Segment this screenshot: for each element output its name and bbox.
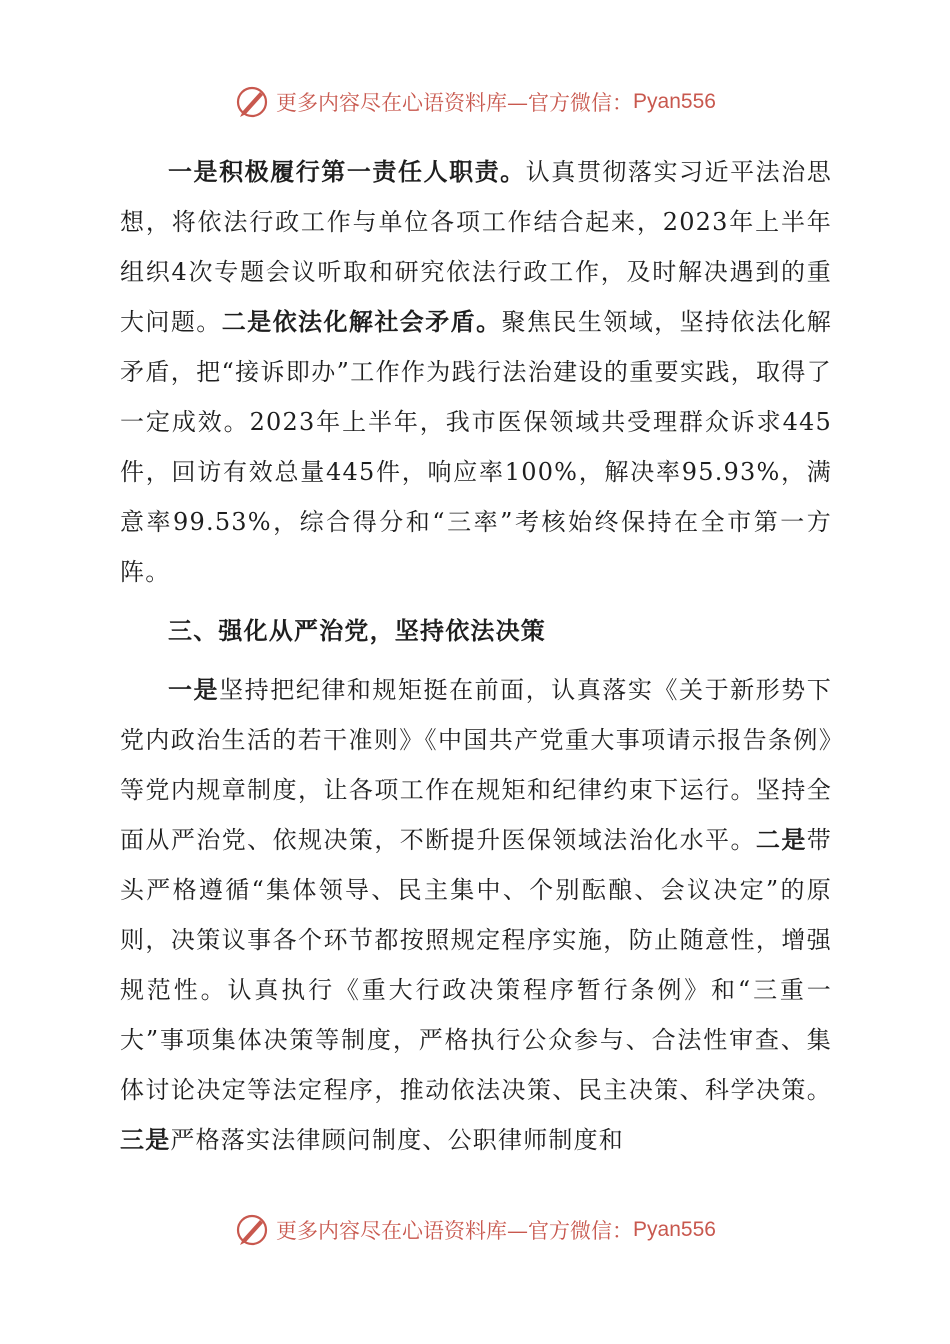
paragraph-2-lead-2: 二是 (755, 825, 807, 854)
pen-logo-icon (234, 84, 270, 120)
paragraph-2-text-3: 严格落实法律顾问制度、公职律师制度和 (170, 1126, 625, 1154)
paragraph-1 (120, 147, 832, 597)
header-banner (0, 82, 950, 122)
paragraph-1-lead-1: 一是积极履行第一责任人职责。 (168, 157, 526, 186)
banner-wechat-id: Pyan556 (633, 90, 716, 113)
paragraph-2 (120, 665, 832, 1165)
banner-text: 更多内容尽在心语资料库—官方微信： (276, 91, 634, 115)
section-heading: 三、强化从严治党，坚持依法决策 (168, 616, 546, 645)
paragraph-2-lead-3: 三是 (120, 1125, 171, 1154)
paragraph-1-lead-2: 二是依法化解社会矛盾。 (221, 307, 502, 336)
footer-banner (0, 1210, 950, 1250)
paragraph-1-text-2: 聚焦民生领域，坚持依法化解矛盾，把“接诉即办”工作作为践行法治建设的重要实践，取得了一定成效。2023年上半年，我市医保领域共受理群众诉求445件，回访有效总量445件，响应率100%，解决率95.93%，满意率99.53%，综合得分和“三率”考核始终保持在全市第一方阵。 (120, 308, 832, 586)
document-body (120, 147, 832, 1165)
paragraph-1-text-1: 认真贯彻落实习近平法治思想，将依法行政工作与单位各项工作结合起来，2023年上半年组织4次专题会议听取和研究依法行政工作，及时解决遇到的重大问题。 (120, 158, 832, 336)
pen-logo-icon (234, 1212, 270, 1248)
banner-text: 更多内容尽在心语资料库—官方微信： (276, 1219, 634, 1243)
paragraph-2-text-2: 带头严格遵循“集体领导、民主集中、个别酝酿、会议决定”的原则，决策议事各个环节都按照规定程序实施，防止随意性，增强规范性。认真执行《重大行政决策程序暂行条例》和“三重一大”事项集体决策等制度，严格执行公众参与、合法性审查、集体讨论决定等法定程序，推动依法决策、民主决策、科学决策。 (120, 826, 832, 1104)
banner-wechat-id: Pyan556 (633, 1218, 716, 1241)
paragraph-2-text-1: 坚持把纪律和规矩挺在前面，认真落实《关于新形势下党内政治生活的若干准则》《中国共产党重大事项请示报告条例》等党内规章制度，让各项工作在规矩和纪律约束下运行。坚持全面从严治党、依规决策，不断提升医保领域法治化水平。 (120, 676, 832, 854)
paragraph-2-lead-1: 一是 (168, 675, 220, 704)
